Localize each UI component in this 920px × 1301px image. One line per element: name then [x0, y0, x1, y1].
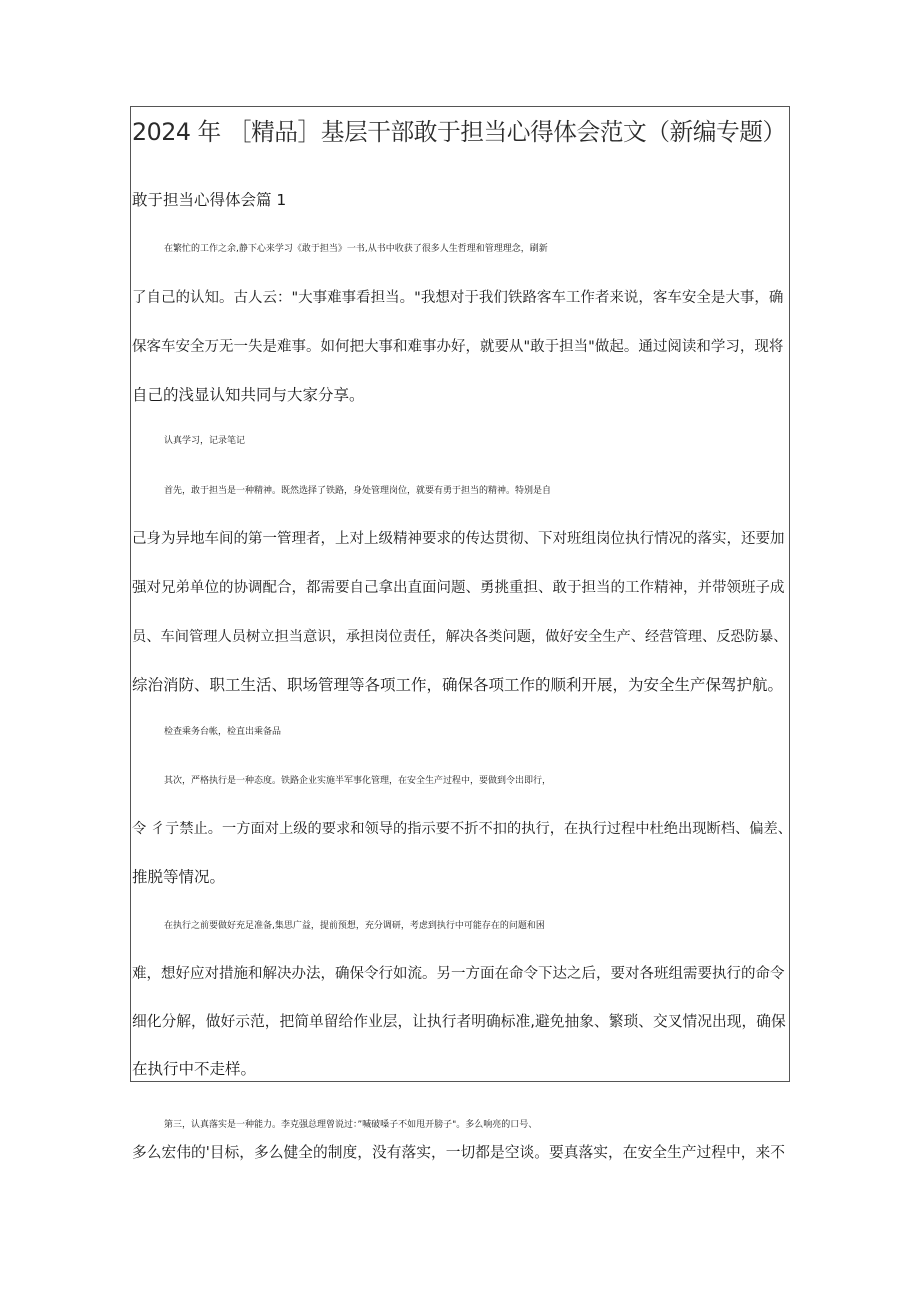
body-line: 在繁忙的工作之余,静下心来学习《敢于担当》一书,从书中收获了很多人生哲理和管理理念，刷新: [164, 244, 548, 254]
body-line: 第三，认真落实是一种能力。李克强总理曾说过：”喊破嗓子不如甩开膀子"。多么响亮的口号、: [164, 1120, 538, 1130]
body-line: 首先，敢于担当是一种精神。既然选择了铁路，身处管理岗位，就要有勇于担当的精神。特别是自: [164, 486, 552, 496]
body-line: 令 彳亍禁止。一方面对上级的要求和领导的指示要不折不扣的执行，在执行过程中杜绝出现断档、偏差、: [132, 821, 793, 837]
body-line: 细化分解，做好示范，把简单留给作业层，让执行者明确标准,避免抽象、繁琐、交叉情况出现，确保: [132, 1013, 786, 1030]
body-line: 其次，严格执行是一种态度。铁路企业实施半军事化管理，在安全生产过程中，要做到令出即行，: [164, 776, 552, 786]
body-line: 在执行中不走样。: [132, 1060, 257, 1078]
body-line: 难，想好应对措施和解决办法，确保令行如流。另一方面在命令下达之后，要对各班组需要执行的命令: [132, 966, 785, 982]
body-line: 强对兄弟单位的协调配合，都需要自己拿出直面问题、勇挑重担、敢于担当的工作精神，并带领班子成: [132, 580, 785, 596]
body-line: 员、车间管理人员树立担当意识，承担岗位责任，解决各类问题，做好安全生产、经营管理、反恐防暴、: [132, 629, 788, 645]
document-title: 2024 年 ［精品］基层干部敢于担当心得体会范文（新编专题）: [132, 118, 786, 146]
body-line: 推脱等情况。: [132, 868, 226, 886]
subheading: 认真学习，记录笔记: [164, 436, 246, 446]
body-line: 自己的浅显认知共同与大家分享。: [132, 386, 365, 404]
body-line: 了自己的认知。古人云："大事难事看担当。"我想对于我们铁路客车工作者来说，客车安全是大事，确: [132, 290, 784, 306]
body-line: 多么宏伟的'目标，多么健全的制度，没有落实，一切都是空谈。要真落实，在安全生产过程中，来不: [132, 1144, 786, 1161]
section-heading: 敢于担当心得体会篇 1: [132, 191, 287, 209]
body-line: 在执行之前要做好充足准备,集思广益，提前预想，充分调研，考虑到执行中可能存在的问题和困: [164, 921, 545, 931]
body-line: 综治消防、职工生活、职场管理等各项工作，确保各项工作的顺利开展，为安全生产保驾护航。: [132, 676, 784, 694]
subheading: 检查乘务台帐，检直出乘备品: [164, 727, 282, 737]
body-line: 己身为异地车间的第一管理者，上对上级精神要求的传达贯彻、下对班组岗位执行情况的落实，还要加: [132, 531, 785, 547]
body-line: 保客车安全万无一失是难事。如何把大事和难事办好，就要从"敢于担当"做起。通过阅读和学习，现将: [132, 339, 784, 355]
